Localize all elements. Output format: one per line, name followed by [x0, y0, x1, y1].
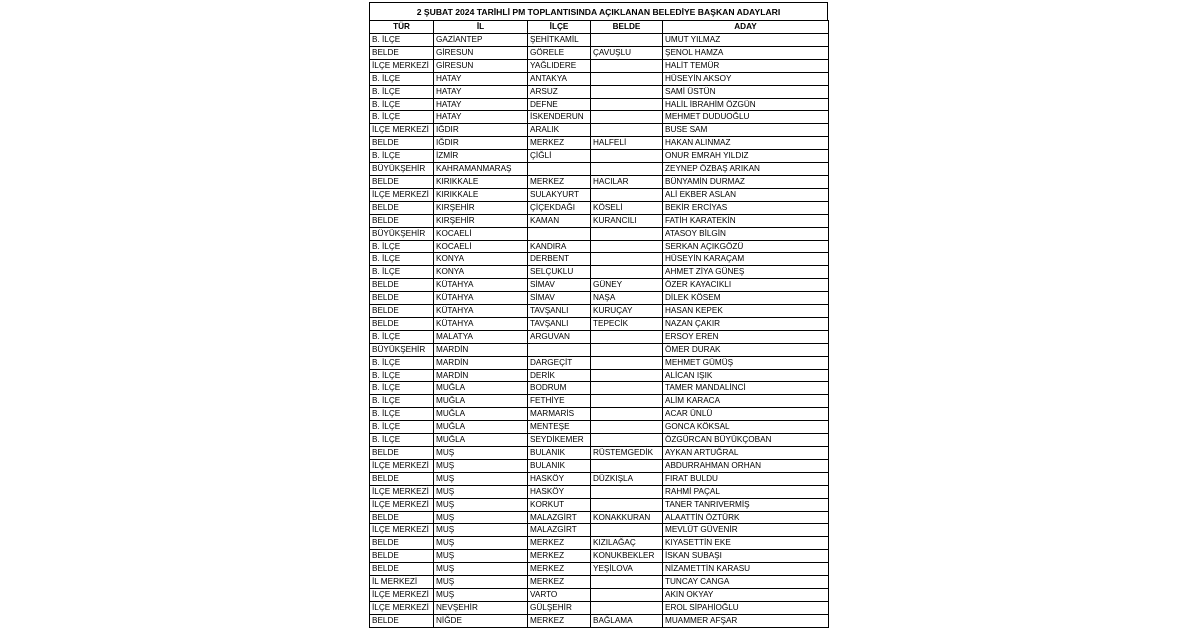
- cell-town: KIZILAĞAÇ: [591, 537, 663, 550]
- cell-type: İLÇE MERKEZİ: [370, 59, 434, 72]
- cell-type: BELDE: [370, 550, 434, 563]
- cell-candidate: SERKAN AÇIKGÖZÜ: [663, 240, 829, 253]
- cell-district: MALAZGİRT: [528, 511, 591, 524]
- cell-type: B. İLÇE: [370, 72, 434, 85]
- table-row: [370, 563, 829, 576]
- cell-district: MERKEZ: [528, 137, 591, 150]
- table-row: [370, 227, 829, 240]
- cell-candidate: HALİT TEMÜR: [663, 59, 829, 72]
- cell-candidate: HASAN KEPEK: [663, 305, 829, 318]
- cell-candidate: ABDURRAHMAN ORHAN: [663, 459, 829, 472]
- cell-town: KURUÇAY: [591, 305, 663, 318]
- cell-province: IĞDIR: [434, 124, 528, 137]
- cell-candidate: FATİH KARATEKİN: [663, 214, 829, 227]
- cell-candidate: ZEYNEP ÖZBAŞ ARIKAN: [663, 163, 829, 176]
- cell-district: DEFNE: [528, 98, 591, 111]
- table-row: [370, 421, 829, 434]
- cell-district: KANDIRA: [528, 240, 591, 253]
- cell-province: KÜTAHYA: [434, 317, 528, 330]
- cell-district: ÇİĞLİ: [528, 150, 591, 163]
- table-row: [370, 124, 829, 137]
- cell-province: İZMİR: [434, 150, 528, 163]
- table-row: [370, 369, 829, 382]
- cell-town: [591, 124, 663, 137]
- table-header: [370, 21, 829, 34]
- cell-province: MUŞ: [434, 563, 528, 576]
- cell-candidate: AKIN OKYAY: [663, 588, 829, 601]
- cell-type: BELDE: [370, 137, 434, 150]
- cell-town: [591, 72, 663, 85]
- table-row: [370, 343, 829, 356]
- cell-type: İLÇE MERKEZİ: [370, 188, 434, 201]
- cell-province: MUŞ: [434, 447, 528, 460]
- cell-district: MARMARİS: [528, 408, 591, 421]
- cell-town: [591, 253, 663, 266]
- cell-province: MUŞ: [434, 511, 528, 524]
- table-row: [370, 201, 829, 214]
- cell-type: B. İLÇE: [370, 395, 434, 408]
- table-row: [370, 188, 829, 201]
- cell-town: GÜNEY: [591, 279, 663, 292]
- table-row: [370, 356, 829, 369]
- table-row: [370, 459, 829, 472]
- cell-town: [591, 576, 663, 589]
- cell-province: KOCAELİ: [434, 240, 528, 253]
- table-row: [370, 46, 829, 59]
- cell-type: BELDE: [370, 511, 434, 524]
- cell-type: B. İLÇE: [370, 330, 434, 343]
- cell-type: B. İLÇE: [370, 150, 434, 163]
- cell-type: BELDE: [370, 175, 434, 188]
- cell-candidate: ALİM KARACA: [663, 395, 829, 408]
- cell-town: [591, 85, 663, 98]
- cell-type: BELDE: [370, 472, 434, 485]
- cell-town: [591, 588, 663, 601]
- cell-district: ŞEHİTKAMİL: [528, 34, 591, 47]
- cell-candidate: ONUR EMRAH YILDIZ: [663, 150, 829, 163]
- cell-candidate: HAKAN ALINMAZ: [663, 137, 829, 150]
- table-row: [370, 408, 829, 421]
- cell-type: BELDE: [370, 305, 434, 318]
- cell-town: [591, 163, 663, 176]
- cell-type: BELDE: [370, 201, 434, 214]
- cell-district: SİMAV: [528, 292, 591, 305]
- cell-town: [591, 408, 663, 421]
- cell-district: YAĞLIDERE: [528, 59, 591, 72]
- cell-type: BELDE: [370, 292, 434, 305]
- table-row: [370, 447, 829, 460]
- cell-province: MUŞ: [434, 576, 528, 589]
- cell-district: MERKEZ: [528, 614, 591, 627]
- cell-province: KÜTAHYA: [434, 305, 528, 318]
- cell-candidate: ŞENOL HAMZA: [663, 46, 829, 59]
- cell-type: İLÇE MERKEZİ: [370, 124, 434, 137]
- cell-town: [591, 382, 663, 395]
- cell-district: KORKUT: [528, 498, 591, 511]
- cell-province: GİRESUN: [434, 59, 528, 72]
- cell-candidate: TAMER MANDALİNCİ: [663, 382, 829, 395]
- cell-province: NİĞDE: [434, 614, 528, 627]
- cell-district: MERKEZ: [528, 537, 591, 550]
- cell-province: MUĞLA: [434, 382, 528, 395]
- cell-type: B. İLÇE: [370, 85, 434, 98]
- table-body: [370, 34, 829, 628]
- cell-town: [591, 498, 663, 511]
- cell-district: HASKÖY: [528, 485, 591, 498]
- cell-province: KOCAELİ: [434, 227, 528, 240]
- table-row: [370, 511, 829, 524]
- cell-province: MUŞ: [434, 524, 528, 537]
- cell-town: [591, 59, 663, 72]
- cell-province: HATAY: [434, 98, 528, 111]
- cell-town: [591, 34, 663, 47]
- cell-candidate: ALİCAN IŞIK: [663, 369, 829, 382]
- cell-province: HATAY: [434, 72, 528, 85]
- table-row: [370, 330, 829, 343]
- cell-town: DÜZKIŞLA: [591, 472, 663, 485]
- table-row: [370, 485, 829, 498]
- cell-candidate: KIYASETTİN EKE: [663, 537, 829, 550]
- cell-province: MUŞ: [434, 459, 528, 472]
- cell-district: BULANIK: [528, 459, 591, 472]
- cell-province: NEVŞEHİR: [434, 601, 528, 614]
- cell-candidate: BÜNYAMİN DURMAZ: [663, 175, 829, 188]
- cell-type: B. İLÇE: [370, 266, 434, 279]
- cell-province: IĞDIR: [434, 137, 528, 150]
- cell-town: KONUKBEKLER: [591, 550, 663, 563]
- cell-town: [591, 356, 663, 369]
- cell-type: BÜYÜKŞEHİR: [370, 227, 434, 240]
- cell-province: MARDİN: [434, 369, 528, 382]
- cell-type: BELDE: [370, 214, 434, 227]
- header-town: BELDE: [591, 21, 663, 34]
- cell-district: HASKÖY: [528, 472, 591, 485]
- cell-candidate: HÜSEYİN KARAÇAM: [663, 253, 829, 266]
- cell-town: [591, 227, 663, 240]
- cell-town: NAŞA: [591, 292, 663, 305]
- table-row: [370, 395, 829, 408]
- cell-town: [591, 98, 663, 111]
- cell-province: KÜTAHYA: [434, 279, 528, 292]
- cell-town: [591, 330, 663, 343]
- cell-candidate: DİLEK KÖSEM: [663, 292, 829, 305]
- cell-province: MUŞ: [434, 498, 528, 511]
- cell-type: İLÇE MERKEZİ: [370, 601, 434, 614]
- cell-type: BELDE: [370, 317, 434, 330]
- header-district: İLÇE: [528, 21, 591, 34]
- cell-town: [591, 111, 663, 124]
- cell-type: B. İLÇE: [370, 34, 434, 47]
- cell-candidate: FIRAT BULDU: [663, 472, 829, 485]
- cell-district: VARTO: [528, 588, 591, 601]
- cell-town: TEPECİK: [591, 317, 663, 330]
- cell-candidate: RAHMİ PAÇAL: [663, 485, 829, 498]
- cell-type: B. İLÇE: [370, 356, 434, 369]
- cell-type: İLÇE MERKEZİ: [370, 498, 434, 511]
- cell-candidate: HÜSEYİN AKSOY: [663, 72, 829, 85]
- cell-town: YEŞİLOVA: [591, 563, 663, 576]
- table-row: [370, 175, 829, 188]
- cell-town: [591, 459, 663, 472]
- cell-district: MERKEZ: [528, 563, 591, 576]
- cell-district: ARSUZ: [528, 85, 591, 98]
- table-row: [370, 150, 829, 163]
- cell-candidate: İSKAN SUBAŞI: [663, 550, 829, 563]
- cell-district: SEYDİKEMER: [528, 434, 591, 447]
- table-row: [370, 98, 829, 111]
- cell-town: HACILAR: [591, 175, 663, 188]
- table-row: [370, 137, 829, 150]
- cell-candidate: ALİ EKBER ASLAN: [663, 188, 829, 201]
- cell-candidate: MEHMET DUDUOĞLU: [663, 111, 829, 124]
- cell-type: İLÇE MERKEZİ: [370, 485, 434, 498]
- table-row: [370, 163, 829, 176]
- cell-province: KIRIKKALE: [434, 175, 528, 188]
- cell-candidate: SAMİ ÜSTÜN: [663, 85, 829, 98]
- table-row: [370, 550, 829, 563]
- cell-town: ÇAVUŞLU: [591, 46, 663, 59]
- cell-district: DERBENT: [528, 253, 591, 266]
- cell-type: İLÇE MERKEZİ: [370, 459, 434, 472]
- candidate-list-document: [369, 2, 828, 628]
- cell-province: MUĞLA: [434, 408, 528, 421]
- cell-district: BULANIK: [528, 447, 591, 460]
- cell-district: DERİK: [528, 369, 591, 382]
- cell-type: B. İLÇE: [370, 240, 434, 253]
- cell-candidate: ALAATTİN ÖZTÜRK: [663, 511, 829, 524]
- cell-province: MUŞ: [434, 485, 528, 498]
- table-row: [370, 588, 829, 601]
- cell-type: B. İLÇE: [370, 253, 434, 266]
- table-row: [370, 601, 829, 614]
- cell-candidate: MUAMMER AFŞAR: [663, 614, 829, 627]
- cell-district: ÇİÇEKDAĞI: [528, 201, 591, 214]
- cell-district: GÜLŞEHİR: [528, 601, 591, 614]
- table-row: [370, 111, 829, 124]
- table-row: [370, 279, 829, 292]
- table-row: [370, 305, 829, 318]
- cell-candidate: ÖZGÜRCAN BÜYÜKÇOBAN: [663, 434, 829, 447]
- cell-province: MARDİN: [434, 343, 528, 356]
- cell-town: [591, 240, 663, 253]
- cell-candidate: MEVLÜT GÜVENİR: [663, 524, 829, 537]
- cell-province: KONYA: [434, 266, 528, 279]
- cell-district: [528, 343, 591, 356]
- cell-district: [528, 163, 591, 176]
- table-row: [370, 253, 829, 266]
- table-row: [370, 317, 829, 330]
- table-row: [370, 72, 829, 85]
- cell-town: BAĞLAMA: [591, 614, 663, 627]
- cell-district: SULAKYURT: [528, 188, 591, 201]
- cell-town: [591, 601, 663, 614]
- cell-town: [591, 188, 663, 201]
- cell-candidate: UMUT YILMAZ: [663, 34, 829, 47]
- table-row: [370, 576, 829, 589]
- table-row: [370, 34, 829, 47]
- cell-candidate: ATASOY BİLGİN: [663, 227, 829, 240]
- cell-province: KIRŞEHİR: [434, 214, 528, 227]
- table-row: [370, 266, 829, 279]
- cell-candidate: MEHMET GÜMÜŞ: [663, 356, 829, 369]
- cell-town: KURANCILI: [591, 214, 663, 227]
- cell-province: KIRŞEHİR: [434, 201, 528, 214]
- table-row: [370, 434, 829, 447]
- cell-district: SELÇUKLU: [528, 266, 591, 279]
- cell-province: MUĞLA: [434, 434, 528, 447]
- header-row: [370, 21, 829, 34]
- cell-candidate: EROL SİPAHİOĞLU: [663, 601, 829, 614]
- cell-province: KIRIKKALE: [434, 188, 528, 201]
- header-type: TÜR: [370, 21, 434, 34]
- cell-candidate: NİZAMETTİN KARASU: [663, 563, 829, 576]
- cell-province: MUĞLA: [434, 421, 528, 434]
- cell-province: MUĞLA: [434, 395, 528, 408]
- cell-town: KONAKKURAN: [591, 511, 663, 524]
- table-row: [370, 614, 829, 627]
- cell-type: BELDE: [370, 447, 434, 460]
- table-row: [370, 524, 829, 537]
- cell-province: MARDİN: [434, 356, 528, 369]
- cell-town: [591, 485, 663, 498]
- cell-type: İLÇE MERKEZİ: [370, 588, 434, 601]
- cell-district: BODRUM: [528, 382, 591, 395]
- cell-province: MUŞ: [434, 537, 528, 550]
- cell-province: HATAY: [434, 111, 528, 124]
- cell-type: BÜYÜKŞEHİR: [370, 163, 434, 176]
- cell-town: [591, 266, 663, 279]
- cell-district: MENTEŞE: [528, 421, 591, 434]
- cell-district: [528, 227, 591, 240]
- cell-district: MERKEZ: [528, 175, 591, 188]
- cell-type: İL MERKEZİ: [370, 576, 434, 589]
- cell-town: [591, 343, 663, 356]
- table-row: [370, 498, 829, 511]
- cell-province: HATAY: [434, 85, 528, 98]
- cell-district: SİMAV: [528, 279, 591, 292]
- cell-province: MUŞ: [434, 472, 528, 485]
- cell-type: B. İLÇE: [370, 98, 434, 111]
- cell-town: [591, 369, 663, 382]
- cell-district: ARALIK: [528, 124, 591, 137]
- table-row: [370, 382, 829, 395]
- table-row: [370, 472, 829, 485]
- cell-type: İLÇE MERKEZİ: [370, 524, 434, 537]
- document-title: 2 ŞUBAT 2024 TARİHLİ PM TOPLANTISINDA AÇIKLANAN BELEDİYE BAŞKAN ADAYLARI: [369, 2, 828, 20]
- header-candidate: ADAY: [663, 21, 829, 34]
- cell-candidate: ACAR ÜNLÜ: [663, 408, 829, 421]
- cell-type: BELDE: [370, 563, 434, 576]
- cell-town: HALFELİ: [591, 137, 663, 150]
- table-row: [370, 59, 829, 72]
- cell-province: MALATYA: [434, 330, 528, 343]
- table-row: [370, 292, 829, 305]
- cell-district: TAVŞANLI: [528, 317, 591, 330]
- cell-candidate: NAZAN ÇAKIR: [663, 317, 829, 330]
- cell-province: GİRESUN: [434, 46, 528, 59]
- cell-candidate: ÖMER DURAK: [663, 343, 829, 356]
- cell-type: B. İLÇE: [370, 111, 434, 124]
- cell-town: RÜSTEMGEDİK: [591, 447, 663, 460]
- table-row: [370, 537, 829, 550]
- cell-province: GAZİANTEP: [434, 34, 528, 47]
- cell-type: B. İLÇE: [370, 382, 434, 395]
- cell-type: BELDE: [370, 614, 434, 627]
- cell-town: [591, 395, 663, 408]
- cell-candidate: HALİL İBRAHİM ÖZGÜN: [663, 98, 829, 111]
- cell-district: KAMAN: [528, 214, 591, 227]
- table-row: [370, 240, 829, 253]
- header-province: İL: [434, 21, 528, 34]
- cell-town: [591, 524, 663, 537]
- cell-province: KÜTAHYA: [434, 292, 528, 305]
- cell-district: GÖRELE: [528, 46, 591, 59]
- cell-province: KAHRAMANMARAŞ: [434, 163, 528, 176]
- cell-candidate: ÖZER KAYACIKLI: [663, 279, 829, 292]
- cell-town: KÖSELİ: [591, 201, 663, 214]
- cell-type: BELDE: [370, 46, 434, 59]
- cell-district: FETHİYE: [528, 395, 591, 408]
- cell-town: [591, 434, 663, 447]
- cell-town: [591, 421, 663, 434]
- cell-candidate: ERSOY EREN: [663, 330, 829, 343]
- table-row: [370, 214, 829, 227]
- cell-district: TAVŞANLI: [528, 305, 591, 318]
- cell-district: MALAZGİRT: [528, 524, 591, 537]
- cell-type: B. İLÇE: [370, 434, 434, 447]
- cell-district: ANTAKYA: [528, 72, 591, 85]
- cell-type: BÜYÜKŞEHİR: [370, 343, 434, 356]
- cell-district: DARGEÇİT: [528, 356, 591, 369]
- cell-candidate: TANER TANRIVERMİŞ: [663, 498, 829, 511]
- cell-type: BELDE: [370, 537, 434, 550]
- cell-province: MUŞ: [434, 550, 528, 563]
- cell-candidate: AYKAN ARTUĞRAL: [663, 447, 829, 460]
- cell-type: B. İLÇE: [370, 421, 434, 434]
- cell-district: MERKEZ: [528, 576, 591, 589]
- cell-type: BELDE: [370, 279, 434, 292]
- cell-province: MUŞ: [434, 588, 528, 601]
- table-row: [370, 85, 829, 98]
- cell-district: ARGUVAN: [528, 330, 591, 343]
- cell-candidate: GONCA KÖKSAL: [663, 421, 829, 434]
- cell-type: B. İLÇE: [370, 408, 434, 421]
- cell-candidate: BEKİR ERCİYAS: [663, 201, 829, 214]
- cell-candidate: TUNCAY CANGA: [663, 576, 829, 589]
- cell-district: MERKEZ: [528, 550, 591, 563]
- cell-type: B. İLÇE: [370, 369, 434, 382]
- candidate-table: [369, 20, 829, 628]
- cell-candidate: AHMET ZİYA GÜNEŞ: [663, 266, 829, 279]
- cell-district: İSKENDERUN: [528, 111, 591, 124]
- cell-province: KONYA: [434, 253, 528, 266]
- cell-candidate: BUSE SAM: [663, 124, 829, 137]
- cell-town: [591, 150, 663, 163]
